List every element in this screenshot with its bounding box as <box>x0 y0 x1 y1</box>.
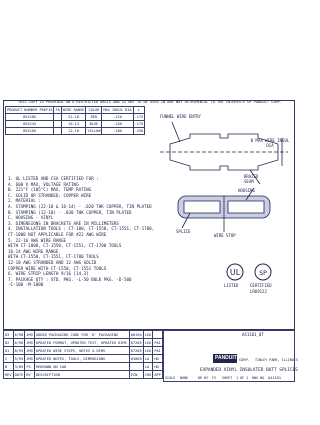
certified-label: CERTIFIED <box>250 283 272 288</box>
rev-cell: 6/98 <box>14 332 24 337</box>
rev-cell: LEO <box>144 340 152 345</box>
rev-cell: 3/89 <box>14 364 24 369</box>
table-cell: BSV14X <box>6 121 54 128</box>
rev-cell: 07205 <box>130 348 142 353</box>
note-line: C. SOLID OR STRANDED, COPPER WIRE <box>8 192 92 198</box>
splice-label: SPLICE <box>176 229 191 234</box>
rev-cell: 03060 <box>130 356 142 361</box>
note-line: -C-100 -M-1000 <box>8 282 44 288</box>
rev-cell: LEO <box>144 332 152 337</box>
rev-cell: HD <box>153 355 163 363</box>
wire-stop-label: WIRE STOP <box>214 233 236 238</box>
col-header: FA <box>55 108 60 112</box>
rev-header: ECN <box>129 371 143 379</box>
note-line: 5. 22-16 AWG WIRE RANGE <box>8 237 66 243</box>
table-row <box>4 331 163 339</box>
table-cell: .250 <box>134 129 144 133</box>
panduit-logo <box>213 354 237 363</box>
notes-block <box>8 176 154 288</box>
note-line: B. STAMPING (12-10) - .030 THK COPPER, TIN PLATED <box>8 209 132 215</box>
corp-label: CORP. <box>239 358 250 362</box>
rev-cell: D2 <box>4 339 14 347</box>
housing-label: HOUSING <box>238 188 255 193</box>
dwg-label: DWG NO <box>252 376 265 380</box>
sheet-label: SHEET <box>222 376 233 380</box>
rev-header: REV <box>5 372 12 377</box>
rev-cell: UPDATED NOTES, TOOLS, DIMENSIONS <box>34 355 129 363</box>
table-cell: BLUE <box>86 121 102 128</box>
note-line: B. 221°F (105°C) MAX. TEMP RATING <box>8 187 92 193</box>
rev-cell: JMG <box>26 356 33 361</box>
rev-cell: LA <box>143 363 153 371</box>
ul-listed-icon <box>226 263 244 281</box>
rev-header: BY <box>25 371 35 379</box>
table-cell: 16-14 <box>61 121 86 128</box>
rev-cell: C <box>4 355 14 363</box>
company-name: PANDUIT <box>215 355 237 361</box>
rev-cell: LEO <box>144 348 152 353</box>
table-cell: .140 <box>102 121 133 128</box>
note-line: WITH CT-1550, CT-1551, CT-1700 TOOLS <box>8 254 99 260</box>
drawn-by-value: FS <box>212 376 217 380</box>
rev-header: APP <box>154 372 161 377</box>
rev-cell: 8/95 <box>14 348 24 353</box>
drawing-title: EXPANDED VINYL INSULATED BUTT SPLICES <box>200 368 298 373</box>
location: TINLEY PARK, ILLINOIS <box>255 358 298 362</box>
table-cell: 12-10 <box>61 128 86 135</box>
rev-cell: PAI <box>154 340 161 345</box>
rev-cell: UPDATED FORMAT, UPDATED TEXT, UPDATED DIMS <box>34 339 129 347</box>
note-line: 4. INSTALLATION TOOLS : CT-100, CT-1550, CT-1551, CT-1700, <box>8 226 155 232</box>
rev-header: CHK <box>144 372 152 377</box>
file-number: LR69122 <box>250 289 267 294</box>
note-line: A. STAMPING (22-18 & 16-14) - .020 THK COPPER, TIN PLATED <box>8 203 152 209</box>
col-header: L <box>133 107 145 114</box>
brazed-seam-label: BRAZED SEAM <box>244 174 259 184</box>
butt-splice-drawing <box>150 104 295 254</box>
note-line: 12-10 AWG STRANDED AND 12 AWG SOLID <box>8 259 97 265</box>
rev-cell <box>129 363 143 371</box>
rev-cell: B <box>4 363 14 371</box>
note-line: 16-14 AWG WIRE RANGE <box>8 248 59 254</box>
note-line: 2. MATERIAL : <box>8 198 41 204</box>
table-cell <box>54 114 61 121</box>
csa-certified-icon <box>254 263 272 281</box>
rev-header: DESCRIPTION <box>34 371 129 379</box>
svg-text:SP: SP <box>259 270 267 277</box>
restricted-copy-notice: THIS COPY IS PROVIDED ON A RESTRICTED BASIS AND IS NOT TO BE USED IN ANY WAY DETRIMENTAL TO THE INTERESTS OF PANDUIT CORP. <box>18 100 282 104</box>
listed-label: LISTED <box>224 283 239 288</box>
sheet-value: 1 OF 1 <box>236 376 249 380</box>
table-cell: 22-18 <box>61 114 86 121</box>
table-cell: .175 <box>134 122 144 126</box>
b-max-label: B MAX WIRE INSUL DIA <box>250 138 290 148</box>
rev-cell: JMG <box>26 340 33 345</box>
note-line: CT-1000 NOT APPLICABLE FOR #22 AWG WIRE <box>8 231 107 237</box>
table-row <box>6 128 145 135</box>
revision-table <box>3 330 163 379</box>
table-cell: .120 <box>102 114 133 121</box>
table-row <box>6 121 145 128</box>
leader-funnel <box>172 122 180 142</box>
table-cell <box>54 128 61 135</box>
rev-cell: FS <box>25 363 35 371</box>
scale-value: NONE <box>180 376 189 380</box>
col-header: COLOR <box>86 107 102 114</box>
table-cell: .180 <box>102 128 133 135</box>
rev-cell: JMG <box>26 348 33 353</box>
table-row <box>4 355 163 363</box>
note-line: C. HOUSING - VINYL <box>8 215 54 221</box>
note-line: A. 600 V MAX, VOLTAGE RATING <box>8 181 79 187</box>
table-row <box>6 114 145 121</box>
rev-cell: LA <box>143 355 153 363</box>
note-line: 1. UL LISTED AND CSA CERTIFIED FOR : <box>8 176 99 181</box>
rev-cell: 6/96 <box>14 340 24 345</box>
svg-text:UL: UL <box>229 268 241 277</box>
dwg-value: A41181 <box>268 376 281 380</box>
note-line: WITH CT-1000, CT-1550, CT-1551, CT-1700 TOOLS <box>8 243 122 249</box>
drawing-number-top: A41181_07 <box>242 332 264 337</box>
rev-cell: JMG <box>26 332 33 337</box>
table-cell: BSV18X <box>6 114 54 121</box>
table-cell: .175 <box>134 115 144 119</box>
table-row <box>4 363 163 371</box>
col-header: WIRE RANGE <box>62 108 85 112</box>
note-line: 7. PACKAGE QTY : STD. PKG. -L-50 BULK PKG. -D-500 <box>8 276 132 282</box>
rev-cell: HD <box>153 363 163 371</box>
rev-cell: PAI <box>154 348 161 353</box>
table-cell: YELLOW <box>87 129 101 133</box>
table-row <box>4 347 163 355</box>
note-line: COPPER WIRE WITH CT-1550, CT-1551 TOOLS <box>8 265 107 271</box>
table-cell: RED <box>86 114 102 121</box>
drawn-by-label: DR BY <box>198 376 209 380</box>
scale-label: SCALE <box>165 376 176 380</box>
rev-header: DATE <box>14 372 24 377</box>
note-line: 3. DIMENSIONS IN BRACKETS ARE IN MILLIMETERS <box>8 220 119 226</box>
table-cell <box>54 121 61 128</box>
parts-table-header-row <box>6 107 145 114</box>
table-row <box>4 339 163 347</box>
rev-cell: D3 <box>4 331 14 339</box>
col-header: MAX INSUL DIA <box>103 108 132 112</box>
col-header: PRODUCT NUMBER PREFIX <box>7 108 53 112</box>
funnel-wire-entry-label: FUNNEL WIRE ENTRY <box>160 114 201 119</box>
rev-cell: D1 <box>4 347 14 355</box>
revision-footer-row <box>4 371 163 379</box>
rev-cell: UPDATED WIRE STOPS, NOTES & DIMS <box>34 347 129 355</box>
note-line: 6. WIRE STRIP LENGTH 9/16 [14.3] <box>8 271 89 277</box>
parts-table <box>5 106 145 135</box>
rev-cell: 5/95 <box>14 356 24 361</box>
rev-cell: 08150 <box>130 332 142 337</box>
table-cell: BSV10X <box>6 128 54 135</box>
rev-cell <box>153 331 163 339</box>
splice-barrel-right <box>228 201 264 213</box>
rev-cell: 07205 <box>130 340 142 345</box>
rev-cell: REDRAWN ON CAD <box>34 363 129 371</box>
splice-barrel-left <box>184 201 220 213</box>
rev-cell: ADDED PACKAGING CODE FOR 'D' PACKAGING <box>34 331 129 339</box>
